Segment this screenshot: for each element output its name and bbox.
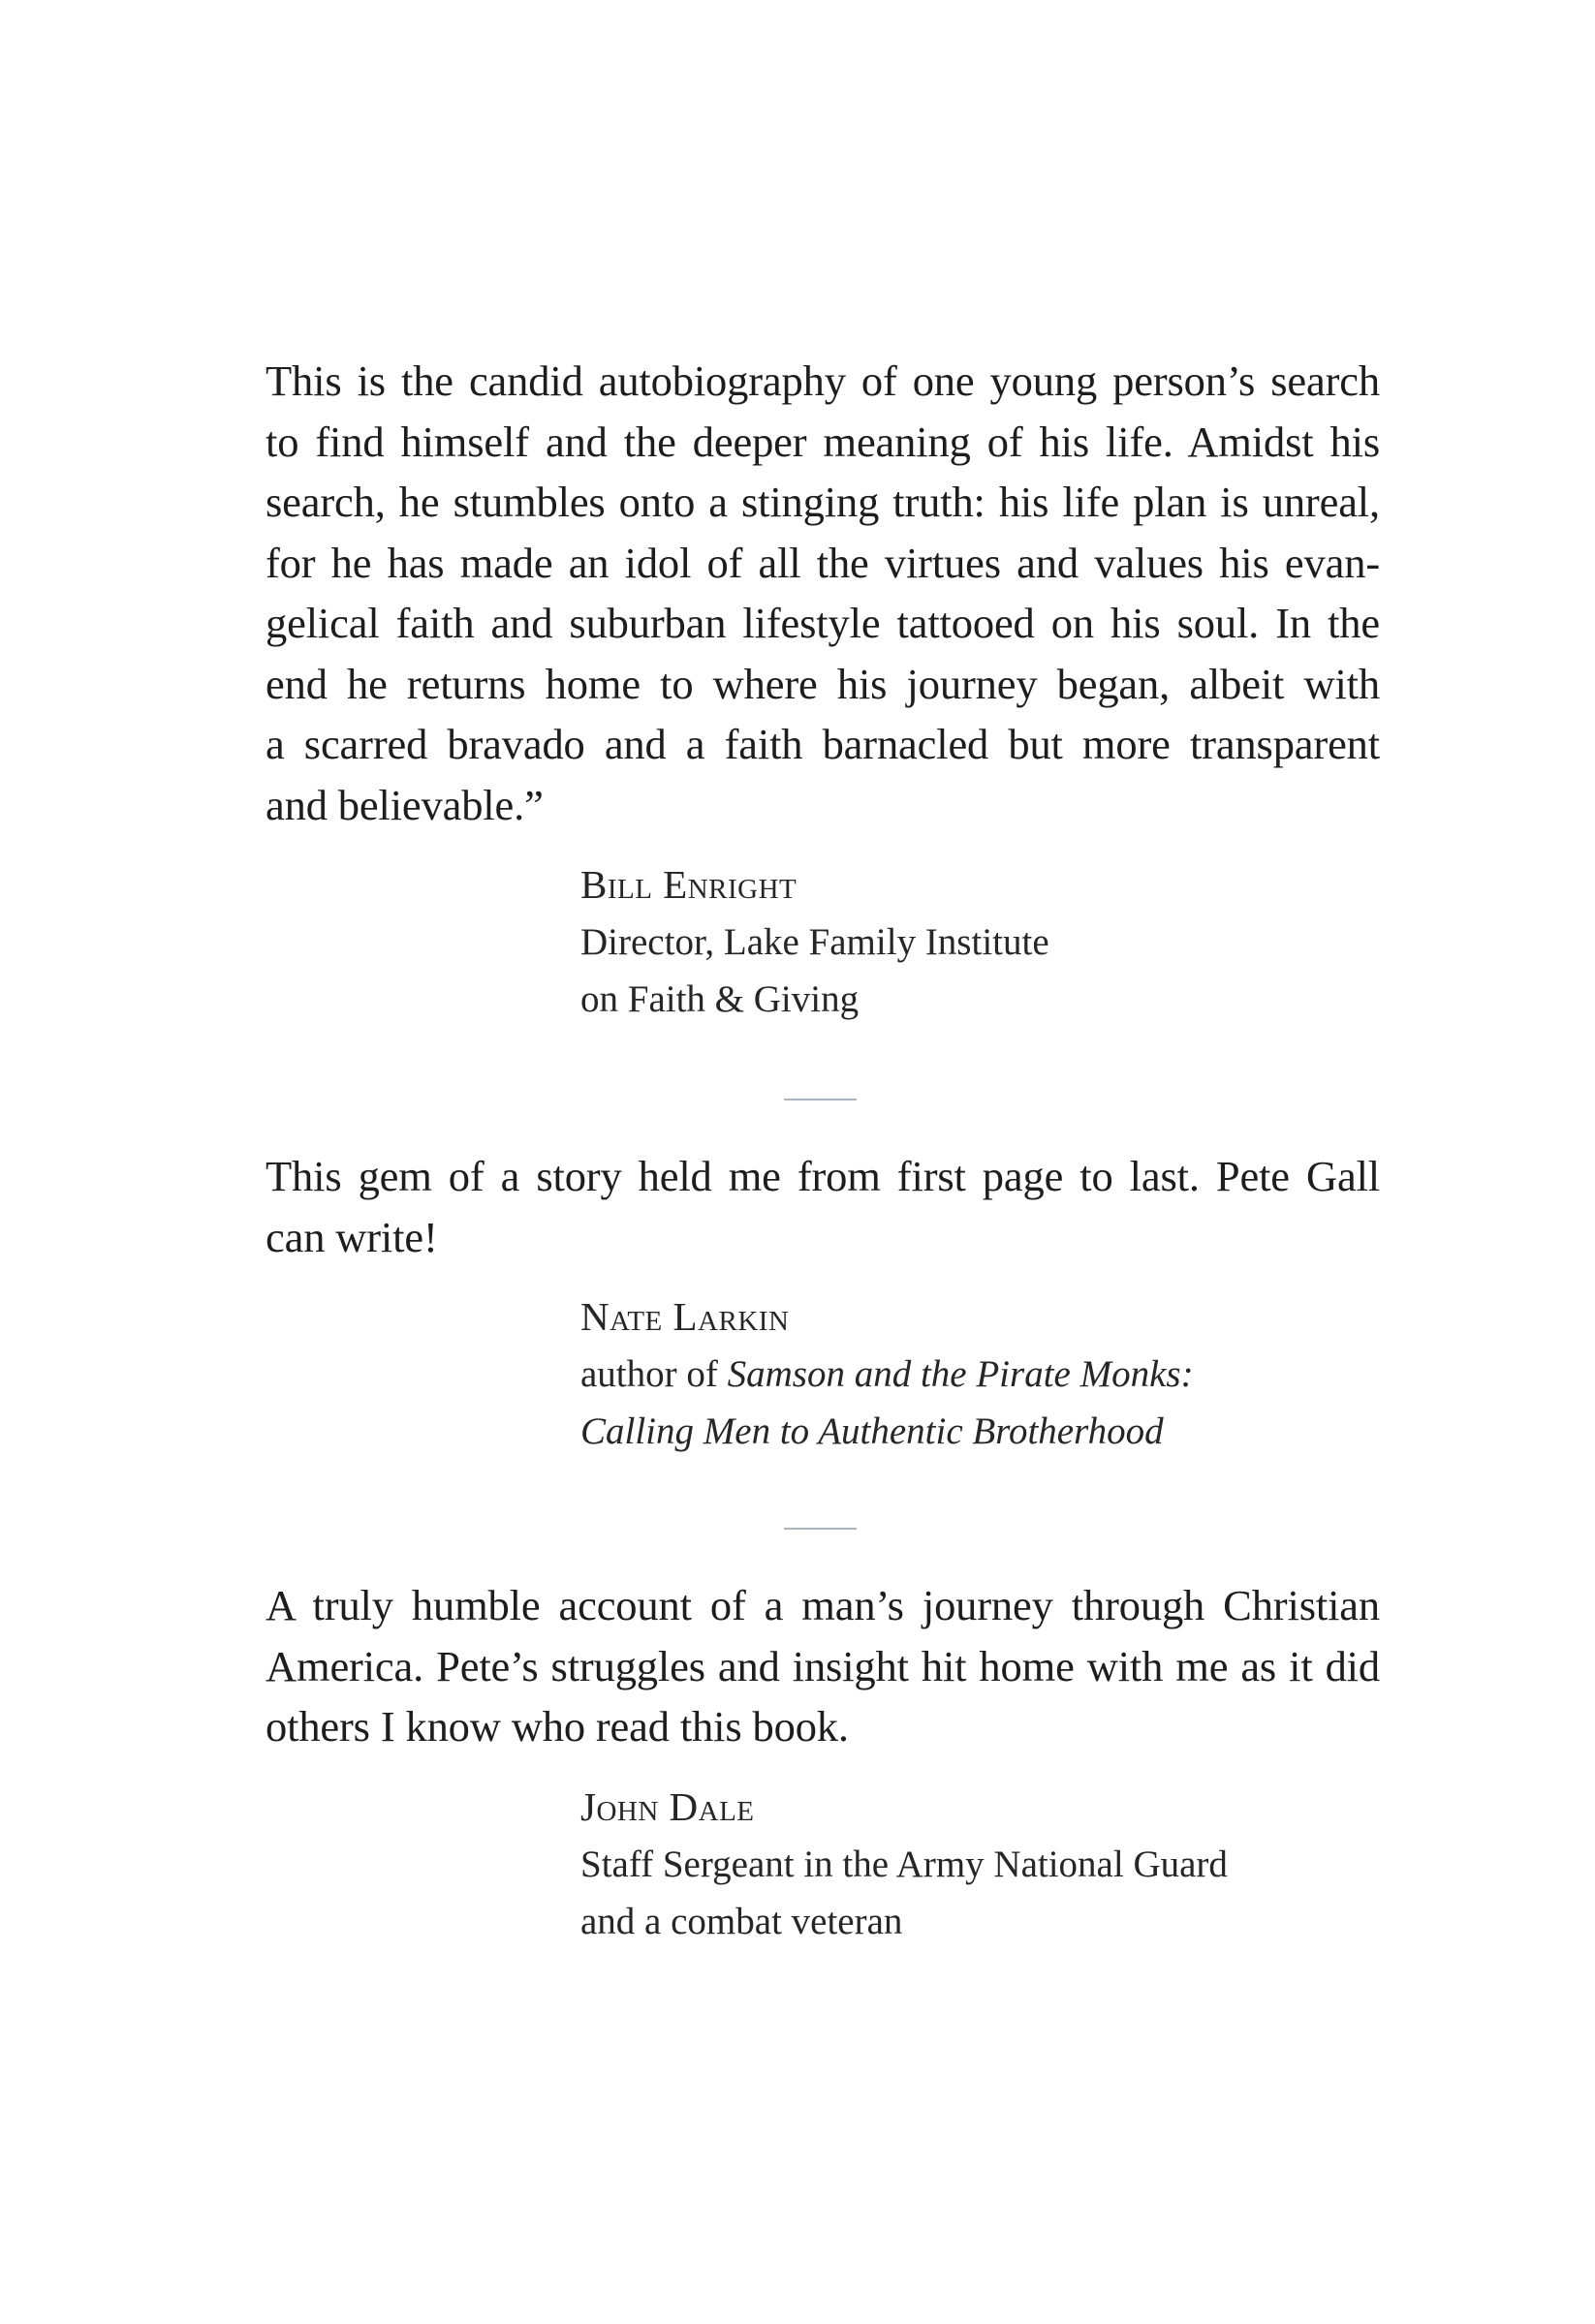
attribution-name: John Dale <box>580 1783 755 1829</box>
endorsement-quote <box>266 1575 1380 1757</box>
endorsement-3 <box>266 1575 1380 1950</box>
attribution-title-line: and a combat veteran <box>580 1900 903 1942</box>
attribution <box>580 1779 1380 1950</box>
quote-line: America. Pete’s struggles and insight hit home with me as it did <box>266 1641 1380 1690</box>
attribution-name: Bill Enright <box>580 862 798 907</box>
attribution-title-line <box>580 1403 1380 1460</box>
quote-line: a scarred bravado and a faith barnacled but more transparent <box>266 720 1380 768</box>
quote-line: for he has made an idol of all the virtues and values his evan- <box>266 538 1380 587</box>
section-divider <box>784 1099 857 1100</box>
attribution-title-line <box>580 1346 1380 1403</box>
book-subtitle: Calling Men to Authentic Brotherhood <box>580 1410 1164 1452</box>
quote-line: and believable.” <box>266 780 544 829</box>
quote-line: search, he stumbles onto a stinging truth: his life plan is unreal, <box>266 478 1380 526</box>
quote-line: can write! <box>266 1212 438 1261</box>
attribution-title-line: on Faith & Giving <box>580 978 860 1020</box>
endorsement-2 <box>266 1146 1380 1460</box>
attribution-title-prefix: author of <box>580 1353 728 1395</box>
quote-line: gelical faith and suburban lifestyle tattooed on his soul. In the <box>266 599 1380 647</box>
attribution-name: Nate Larkin <box>580 1294 790 1339</box>
endorsement-1 <box>266 351 1380 1028</box>
quote-line: to find himself and the deeper meaning of his life. Amidst his <box>266 417 1380 466</box>
endorsement-quote <box>266 1146 1380 1267</box>
quote-line: end he returns home to where his journey began, albeit with <box>266 659 1380 708</box>
section-divider <box>784 1528 857 1530</box>
attribution-title-line: Staff Sergeant in the Army National Guard <box>580 1843 1228 1885</box>
attribution <box>580 1288 1380 1460</box>
attribution <box>580 856 1380 1028</box>
quote-line: This is the candid autobiography of one young person’s search <box>266 356 1380 405</box>
quote-line: This gem of a story held me from first page to last. Pete Gall <box>266 1152 1380 1200</box>
quote-line: others I know who read this book. <box>266 1702 849 1751</box>
quote-line: A truly humble account of a man’s journey through Christian <box>266 1581 1380 1629</box>
book-title: Samson and the Pirate Monks: <box>727 1353 1194 1395</box>
attribution-title-line: Director, Lake Family Institute <box>580 921 1049 963</box>
endorsements-page <box>266 351 1380 1950</box>
endorsement-quote <box>266 351 1380 835</box>
